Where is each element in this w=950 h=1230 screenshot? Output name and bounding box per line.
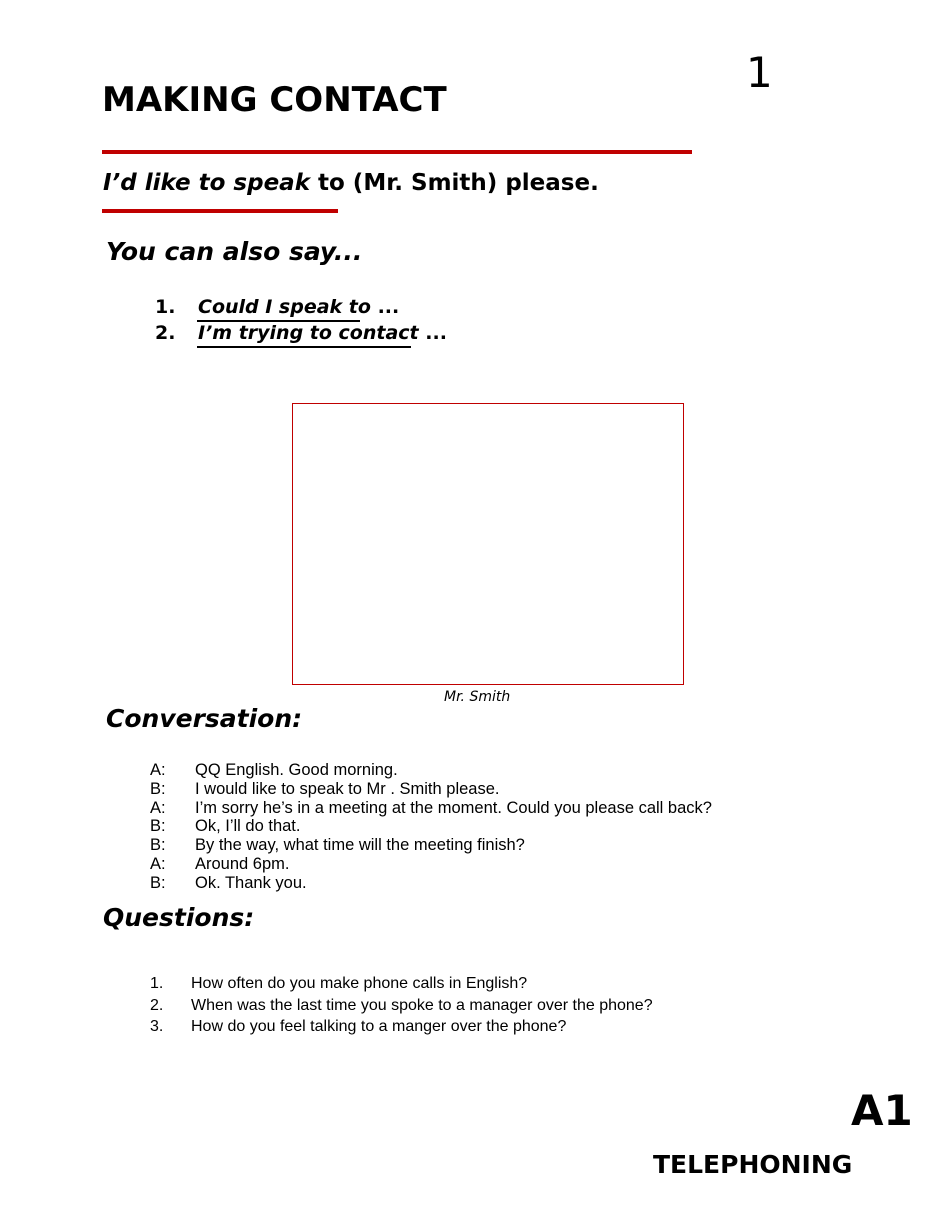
conversation-line — [150, 855, 712, 874]
speaker-label: A: — [150, 854, 166, 873]
alternative-number: 1. — [155, 296, 176, 318]
title-underline — [102, 150, 692, 154]
question-text: When was the last time you spoke to a manager over the phone? — [191, 996, 653, 1014]
question-item — [150, 1016, 653, 1038]
conversation-line — [150, 780, 712, 799]
key-phrase-underline — [102, 209, 338, 213]
conversation-line — [150, 836, 712, 855]
question-item — [150, 995, 653, 1017]
alternatives-heading: You can also say... — [106, 237, 363, 266]
key-phrase — [103, 170, 599, 198]
conversation-line — [150, 874, 712, 893]
line-text: I would like to speak to Mr . Smith please. — [195, 779, 500, 798]
question-text: How often do you make phone calls in English? — [191, 975, 528, 992]
conversation-line — [150, 799, 712, 818]
line-text: Around 6pm. — [195, 854, 290, 873]
line-text: QQ English. Good morning. — [195, 761, 398, 779]
alternative-underline — [197, 346, 411, 348]
question-number: 1. — [150, 975, 164, 992]
alternative-ellipsis: ... — [370, 296, 400, 318]
alternative-item — [155, 294, 447, 320]
alternative-number: 2. — [155, 322, 176, 344]
page-number: 1 — [746, 48, 773, 97]
questions-list — [150, 973, 653, 1038]
speaker-label: B: — [150, 873, 166, 892]
speaker-label: A: — [150, 761, 166, 779]
line-text: I’m sorry he’s in a meeting at the moment. Could you please call back? — [195, 798, 712, 817]
alternative-phrase: I’m trying to contact — [198, 322, 419, 344]
conversation-line — [150, 817, 712, 836]
key-phrase-emphasis: I’d like to speak — [103, 170, 310, 196]
line-text: By the way, what time will the meeting finish? — [195, 836, 525, 855]
page-title: MAKING CONTACT — [102, 80, 447, 120]
alternative-phrase: Could I speak to — [198, 296, 371, 318]
question-number: 2. — [150, 996, 164, 1014]
level-badge: A1 — [851, 1086, 913, 1135]
photo-caption: Mr. Smith — [444, 689, 511, 705]
question-number: 3. — [150, 1018, 164, 1035]
conversation-heading: Conversation: — [106, 704, 303, 733]
speaker-label: B: — [150, 779, 166, 798]
conversation-line — [150, 761, 712, 780]
speaker-label: B: — [150, 836, 166, 855]
conversation-list — [150, 761, 712, 893]
alternative-item — [155, 320, 447, 346]
alternative-underline — [197, 320, 360, 322]
photo-frame — [292, 403, 684, 685]
key-phrase-rest: to (Mr. Smith) please. — [310, 170, 599, 196]
alternative-ellipsis: ... — [418, 322, 447, 344]
line-text: Ok, I’ll do that. — [195, 817, 301, 836]
speaker-label: B: — [150, 817, 166, 836]
speaker-label: A: — [150, 798, 166, 817]
topic-label: TELEPHONING — [653, 1150, 853, 1179]
question-text: How do you feel talking to a manger over the phone? — [191, 1018, 567, 1035]
line-text: Ok. Thank you. — [195, 873, 307, 892]
question-item — [150, 973, 653, 995]
questions-heading: Questions: — [103, 903, 255, 932]
